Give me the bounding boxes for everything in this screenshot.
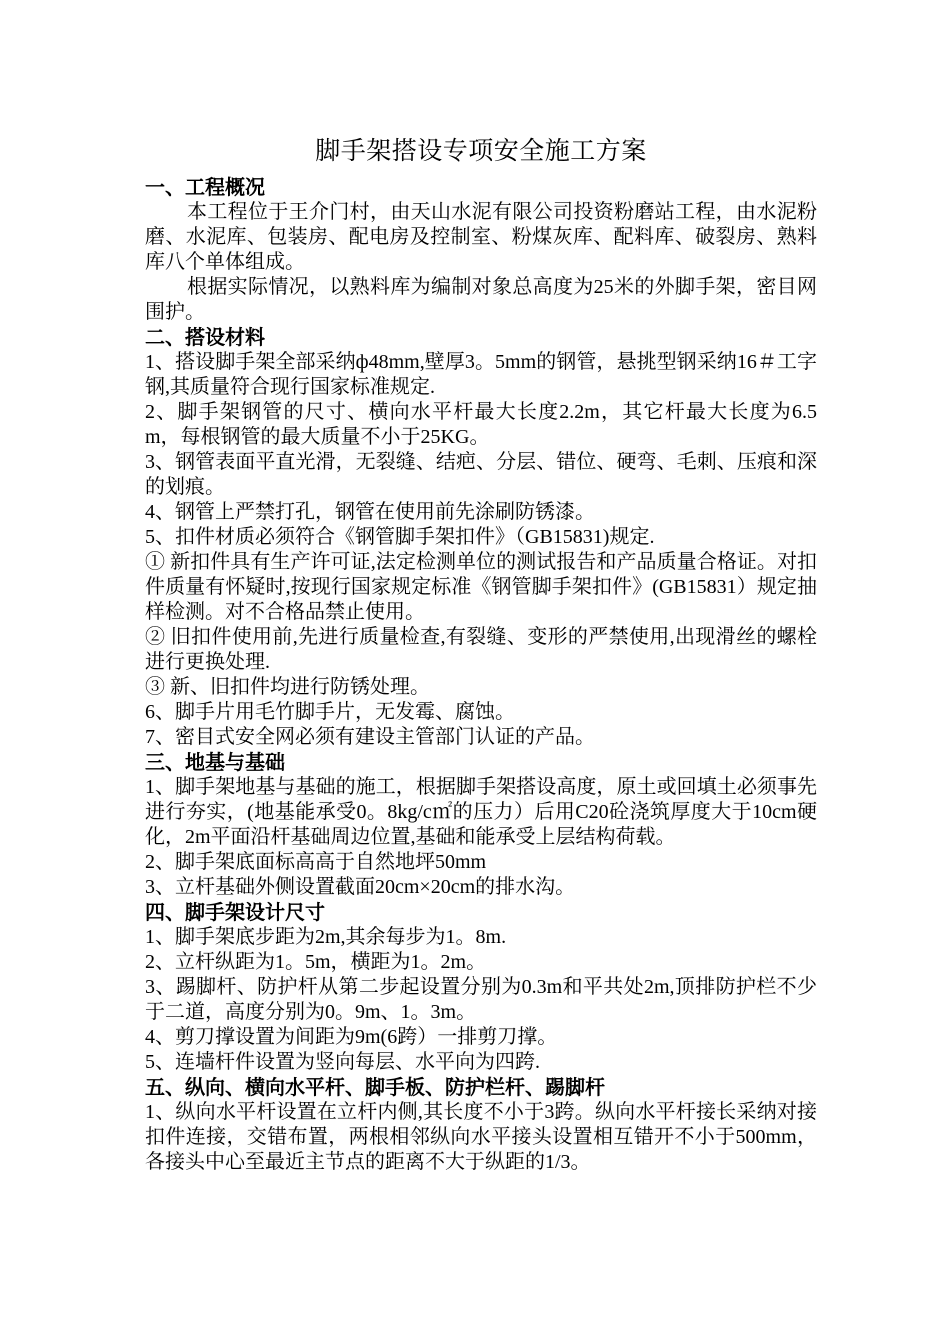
section-heading: 四、脚手架设计尺寸 <box>145 900 325 924</box>
list-item: 3、钢管表面平直光滑，无裂缝、结疤、分层、错位、硬弯、毛刺、压痕和深的划痕。 <box>145 451 817 498</box>
section-foundation <box>145 750 817 900</box>
list-item: ③ 新、旧扣件均进行防锈处理。 <box>145 676 430 698</box>
list-item: 1、脚手架地基与基础的施工，根据脚手架搭设高度，原土或回填土必须事先进行夯实，(地基能承受0。8kg/c㎡的压力）后用C20砼浇筑厚度大于10cm硬化，2m平面沿杆基础周边位置,基础和能承受上层结构荷载。 <box>145 776 817 848</box>
list-item: 6、脚手片用毛竹脚手片，无发霉、腐蚀。 <box>145 701 515 723</box>
list-item: 5、扣件材质必须符合《钢管脚手架扣件》（GB15831)规定. <box>145 526 655 548</box>
list-item: 5、连墙杆件设置为竖向每层、水平向为四跨. <box>145 1051 540 1073</box>
list-item: 2、脚手架钢管的尺寸、横向水平杆最大长度2.2m，其它杆最大长度为6.5 m，每根钢管的最大质量不小于25KG。 <box>145 401 817 448</box>
section-heading: 二、搭设材料 <box>145 325 265 349</box>
list-item: 1、脚手架底步距为2m,其余每步为1。8m. <box>145 926 507 948</box>
section-heading: 三、地基与基础 <box>145 750 285 774</box>
section-materials <box>145 325 817 750</box>
list-item: 3、立杆基础外侧设置截面20cm×20cm的排水沟。 <box>145 876 576 898</box>
list-item: 2、立杆纵距为1。5m，横距为1。2m。 <box>145 951 487 973</box>
list-item: 1、搭设脚手架全部采纳ф48mm,壁厚3。5mm的钢管，悬挑型钢采纳16＃工字钢,其质量符合现行国家标准规定. <box>145 351 817 398</box>
list-item: 3、踢脚杆、防护杆从第二步起设置分别为0.3m和平共处2m,顶排防护栏不少于二道，高度分别为0。9m、1。3m。 <box>145 976 817 1023</box>
list-item: ② 旧扣件使用前,先进行质量检查,有裂缝、变形的严禁使用,出现滑丝的螺栓进行更换处理. <box>145 626 817 673</box>
list-item: ① 新扣件具有生产许可证,法定检测单位的测试报告和产品质量合格证。对扣件质量有怀疑时,按现行国家规定标准《钢管脚手架扣件》(GB15831）规定抽样检测。对不合格品禁止使用。 <box>145 551 817 623</box>
section-design-dimensions <box>145 900 817 1075</box>
section-overview <box>145 175 817 325</box>
document-title: 脚手架搭设专项安全施工方案 <box>315 138 647 165</box>
paragraph: 本工程位于王介门村，由天山水泥有限公司投资粉磨站工程，由水泥粉磨、水泥库、包装房、配电房及控制室、粉煤灰库、配料库、破裂房、熟料库八个单体组成。 <box>145 201 817 273</box>
paragraph: 根据实际情况，以熟料库为编制对象总高度为25米的外脚手架，密目网围护。 <box>145 276 817 323</box>
list-item: 4、剪刀撑设置为间距为9m(6跨）一排剪刀撑。 <box>145 1026 558 1048</box>
section-heading: 一、工程概况 <box>145 175 265 199</box>
list-item: 1、纵向水平杆设置在立杆内侧,其长度不小于3跨。纵向水平杆接长采纳对接扣件连接，交错布置，两根相邻纵向水平接头设置相互错开不小于500mm，各接头中心至最近主节点的距离不大于纵距的1/3。 <box>145 1101 817 1173</box>
section-heading: 五、纵向、横向水平杆、脚手板、防护栏杆、踢脚杆 <box>145 1075 605 1099</box>
list-item: 4、钢管上严禁打孔，钢管在使用前先涂刷防锈漆。 <box>145 501 595 523</box>
section-horizontal-bars <box>145 1075 817 1175</box>
list-item: 2、脚手架底面标高高于自然地坪50mm <box>145 851 487 873</box>
document-body <box>145 135 817 1175</box>
list-item: 7、密目式安全网必须有建设主管部门认证的产品。 <box>145 726 595 748</box>
